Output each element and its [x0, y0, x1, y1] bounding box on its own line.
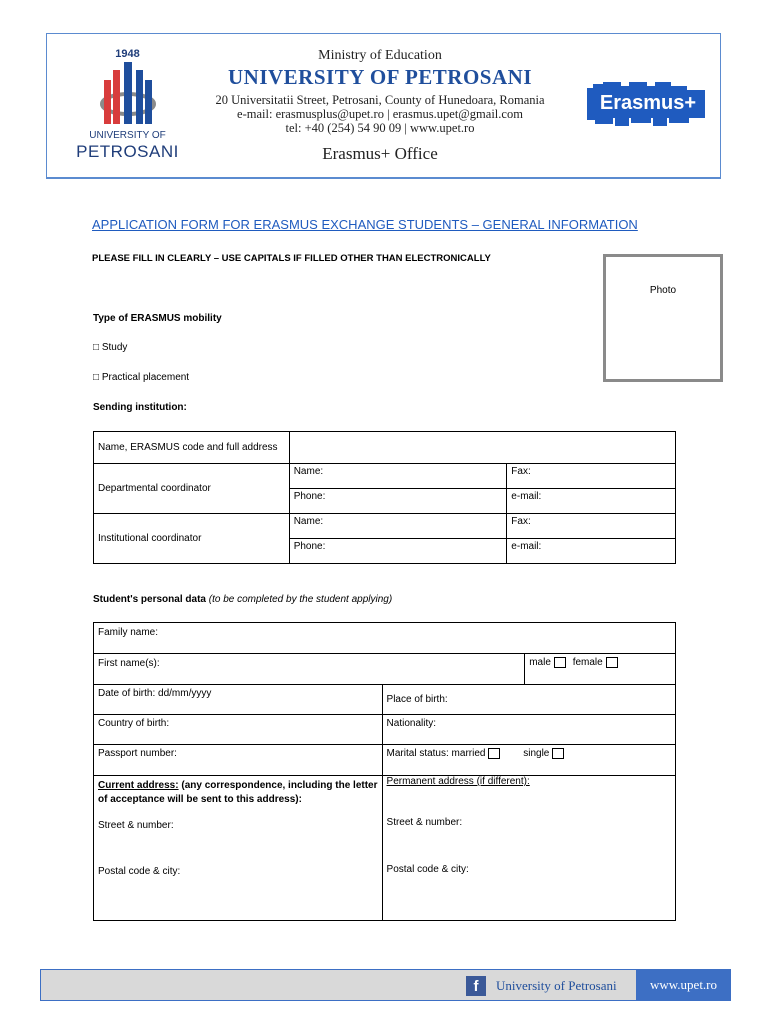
inst-coordinator-email-field[interactable]: e-mail: — [507, 539, 676, 564]
family-name-field[interactable]: Family name: — [94, 623, 676, 654]
marital-status-cell — [382, 745, 675, 776]
single-checkbox[interactable] — [552, 748, 564, 759]
male-checkbox[interactable] — [554, 657, 566, 668]
photo-label: Photo — [649, 285, 677, 296]
table-cell-label: Departmental coordinator — [94, 464, 290, 514]
nationality-field[interactable]: Nationality: — [382, 715, 675, 745]
current-address-field[interactable] — [94, 776, 383, 921]
checkbox-icon[interactable]: □ — [93, 342, 100, 353]
logo-wordmark: PETROSANI — [76, 142, 179, 161]
personal-data-title: Student's personal data — [93, 594, 206, 605]
married-checkbox[interactable] — [488, 748, 500, 759]
inst-coordinator-phone-field[interactable]: Phone: — [289, 539, 507, 564]
gender-cell — [525, 654, 676, 685]
country-of-birth-field[interactable]: Country of birth: — [94, 715, 383, 745]
office-name: Erasmus+ Office — [322, 144, 438, 163]
current-address-note: (any correspondence, including the letter of acceptance will be sent to this address): — [98, 780, 378, 805]
current-postal-label: Postal code & city: — [98, 866, 181, 877]
sending-institution-table — [93, 431, 676, 564]
marital-single-label: single — [523, 748, 550, 760]
first-names-field[interactable]: First name(s): — [94, 654, 525, 685]
facebook-icon[interactable]: f — [466, 976, 486, 996]
erasmus-logo-text: Erasmus+ — [599, 92, 697, 114]
place-of-birth-field[interactable]: Place of birth: — [382, 685, 675, 715]
personal-data-table — [93, 622, 676, 921]
photo-placeholder — [603, 254, 723, 382]
footer-bar — [40, 969, 731, 1001]
mobility-heading: Type of ERASMUS mobility — [93, 313, 222, 324]
email-line: e-mail: erasmusplus@upet.ro | erasmus.upet@gmail.com — [237, 107, 523, 121]
permanent-street-label: Street & number: — [386, 817, 463, 828]
marital-married-label: Marital status: married — [386, 748, 486, 760]
current-address-heading — [98, 779, 378, 807]
university-name: UNIVERSITY OF PETROSANI — [228, 65, 532, 89]
mobility-option-label: Practical placement — [101, 372, 190, 383]
passport-number-field[interactable]: Passport number: — [94, 745, 383, 776]
logo-year: 1948 — [115, 48, 140, 60]
table-cell-label: Name, ERASMUS code and full address — [94, 432, 290, 464]
current-street-label: Street & number: — [98, 820, 174, 831]
mobility-option-study[interactable] — [93, 342, 127, 353]
website-link[interactable]: www.upet.ro — [636, 970, 731, 1000]
mobility-option-placement[interactable] — [93, 372, 189, 383]
personal-data-note: (to be completed by the student applying) — [208, 594, 393, 605]
checkbox-icon[interactable]: □ — [93, 372, 100, 383]
gender-female-label: female — [572, 657, 603, 669]
logo-subtitle: UNIVERSITY OF — [89, 130, 166, 141]
inst-coordinator-fax-field[interactable]: Fax: — [507, 514, 676, 539]
permanent-address-heading: Permanent address (if different): — [386, 776, 530, 787]
inst-coordinator-name-field[interactable]: Name: — [289, 514, 507, 539]
date-of-birth-field[interactable]: Date of birth: dd/mm/yyyy — [94, 685, 383, 715]
facebook-link[interactable]: University of Petrosani — [496, 978, 617, 993]
form-instructions: PLEASE FILL IN CLEARLY – USE CAPITALS IF FILLED OTHER THAN ELECTRONICALLY — [92, 253, 491, 264]
address-line: 20 Universitatii Street, Petrosani, County of Hunedoara, Romania — [215, 93, 545, 107]
dept-coordinator-email-field[interactable]: e-mail: — [507, 489, 676, 514]
dept-coordinator-fax-field[interactable]: Fax: — [507, 464, 676, 489]
personal-data-heading — [93, 594, 392, 605]
phone-line: tel: +40 (254) 54 90 09 | www.upet.ro — [285, 121, 475, 135]
institution-name-field[interactable] — [289, 432, 675, 464]
permanent-address-field[interactable] — [382, 776, 675, 921]
university-logo — [70, 48, 185, 166]
erasmus-logo — [585, 80, 710, 128]
form-title: APPLICATION FORM FOR ERASMUS EXCHANGE STUDENTS – GENERAL INFORMATION — [92, 217, 638, 232]
gender-male-label: male — [529, 657, 551, 669]
current-address-title: Current address: — [98, 780, 179, 791]
sending-heading: Sending institution: — [93, 402, 187, 413]
mobility-option-label: Study — [101, 342, 128, 353]
female-checkbox[interactable] — [606, 657, 618, 668]
dept-coordinator-name-field[interactable]: Name: — [289, 464, 507, 489]
university-emblem-icon — [98, 62, 158, 130]
dept-coordinator-phone-field[interactable]: Phone: — [289, 489, 507, 514]
table-cell-label: Institutional coordinator — [94, 514, 290, 564]
ministry-line: Ministry of Education — [318, 48, 442, 63]
permanent-postal-label: Postal code & city: — [386, 864, 469, 875]
